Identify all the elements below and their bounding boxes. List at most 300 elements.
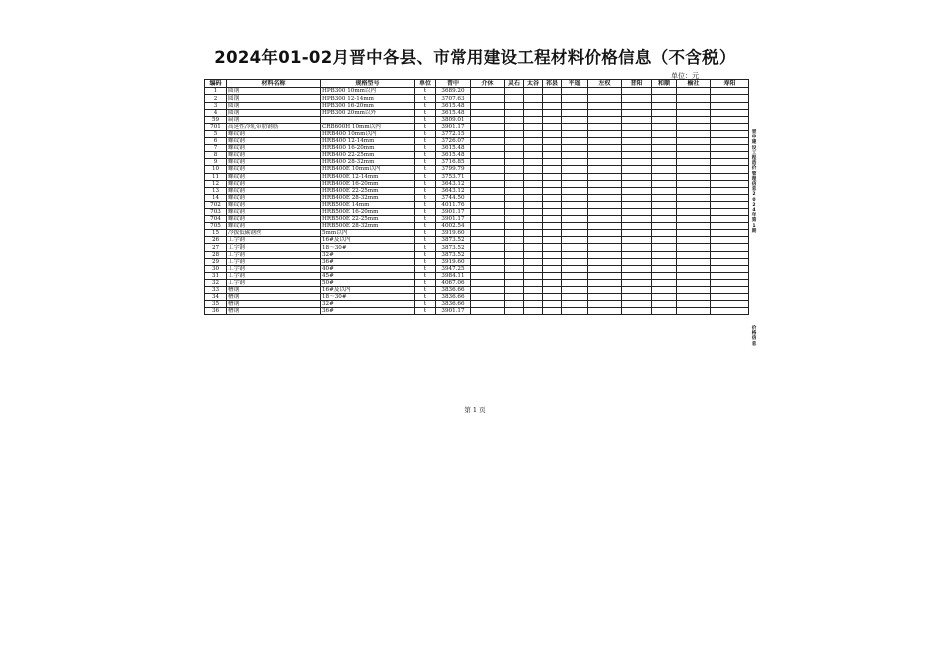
cell-empty [711, 272, 749, 279]
cell-empty [677, 287, 711, 294]
cell-empty [471, 294, 505, 301]
cell-empty [588, 152, 622, 159]
cell-empty [524, 301, 543, 308]
cell-code: 6 [205, 138, 227, 145]
cell-empty [677, 123, 711, 130]
cell-empty [652, 173, 677, 180]
cell-spec: 36# [321, 258, 415, 265]
table-row [205, 201, 749, 208]
cell-empty [471, 223, 505, 230]
table-row [205, 95, 749, 102]
cell-empty [505, 223, 524, 230]
cell-empty [471, 95, 505, 102]
column-header: 晋中 [436, 80, 471, 88]
cell-empty [543, 301, 562, 308]
cell-unit: t [415, 216, 436, 223]
cell-code: 702 [205, 201, 227, 208]
cell-empty [524, 166, 543, 173]
cell-empty [652, 216, 677, 223]
cell-empty [677, 145, 711, 152]
cell-empty [543, 244, 562, 251]
cell-empty [652, 95, 677, 102]
cell-empty [622, 166, 652, 173]
cell-empty [505, 102, 524, 109]
cell-code: 9 [205, 159, 227, 166]
cell-empty [562, 301, 588, 308]
cell-empty [505, 116, 524, 123]
cell-empty [543, 216, 562, 223]
cell-spec: 50# [321, 279, 415, 286]
cell-empty [524, 251, 543, 258]
cell-empty [524, 130, 543, 137]
cell-code: 15 [205, 230, 227, 237]
cell-code: 13 [205, 187, 227, 194]
cell-empty [505, 95, 524, 102]
cell-empty [543, 95, 562, 102]
cell-empty [652, 223, 677, 230]
column-header: 左权 [588, 80, 622, 88]
cell-empty [677, 95, 711, 102]
cell-empty [562, 130, 588, 137]
table-row [205, 152, 749, 159]
cell-empty [524, 237, 543, 244]
cell-empty [588, 116, 622, 123]
cell-empty [652, 159, 677, 166]
cell-unit: t [415, 208, 436, 215]
cell-empty [524, 116, 543, 123]
cell-code: 31 [205, 272, 227, 279]
column-header: 寿阳 [711, 80, 749, 88]
cell-name: 槽钢 [227, 301, 321, 308]
cell-empty [562, 95, 588, 102]
cell-empty [622, 237, 652, 244]
cell-empty [622, 152, 652, 159]
cell-price: 3615.48 [436, 109, 471, 116]
cell-empty [588, 123, 622, 130]
cell-empty [562, 251, 588, 258]
cell-empty [543, 145, 562, 152]
cell-empty [562, 187, 588, 194]
cell-empty [677, 187, 711, 194]
cell-price: 3744.50 [436, 194, 471, 201]
cell-empty [505, 308, 524, 315]
cell-empty [622, 258, 652, 265]
cell-empty [711, 230, 749, 237]
cell-empty [711, 102, 749, 109]
cell-spec: HPB300 16-20mm [321, 102, 415, 109]
cell-spec: HRB400 28-32mm [321, 159, 415, 166]
cell-spec: 16#及以内 [321, 287, 415, 294]
cell-empty [652, 258, 677, 265]
cell-empty [524, 279, 543, 286]
cell-empty [588, 145, 622, 152]
table-row [205, 208, 749, 215]
cell-spec: 36# [321, 308, 415, 315]
cell-empty [543, 272, 562, 279]
cell-empty [652, 102, 677, 109]
cell-empty [505, 138, 524, 145]
cell-empty [588, 251, 622, 258]
cell-unit: t [415, 109, 436, 116]
cell-empty [652, 194, 677, 201]
cell-empty [622, 208, 652, 215]
cell-name: 螺纹钢 [227, 138, 321, 145]
cell-empty [588, 194, 622, 201]
cell-empty [543, 237, 562, 244]
cell-price: 3873.52 [436, 244, 471, 251]
cell-empty [588, 244, 622, 251]
cell-empty [622, 145, 652, 152]
cell-code: 30 [205, 265, 227, 272]
cell-empty [543, 187, 562, 194]
cell-empty [622, 287, 652, 294]
cell-empty [505, 173, 524, 180]
cell-empty [677, 152, 711, 159]
cell-name: 螺纹钢 [227, 180, 321, 187]
cell-empty [471, 88, 505, 95]
cell-empty [505, 237, 524, 244]
cell-code: 1 [205, 88, 227, 95]
cell-empty [622, 194, 652, 201]
cell-empty [677, 244, 711, 251]
column-header: 介休 [471, 80, 505, 88]
cell-empty [588, 166, 622, 173]
cell-empty [622, 109, 652, 116]
cell-spec: HRB500E 22-25mm [321, 216, 415, 223]
cell-empty [677, 130, 711, 137]
cell-empty [677, 166, 711, 173]
cell-empty [471, 152, 505, 159]
cell-empty [622, 216, 652, 223]
cell-empty [524, 173, 543, 180]
cell-empty [588, 159, 622, 166]
column-header: 规格型号 [321, 80, 415, 88]
cell-spec: HRB500E 28-32mm [321, 223, 415, 230]
cell-code: 36 [205, 308, 227, 315]
cell-empty [588, 201, 622, 208]
cell-unit: t [415, 272, 436, 279]
cell-empty [524, 159, 543, 166]
cell-empty [588, 287, 622, 294]
cell-empty [588, 279, 622, 286]
cell-empty [711, 159, 749, 166]
cell-empty [711, 109, 749, 116]
cell-name: 工字钢 [227, 251, 321, 258]
cell-empty [562, 258, 588, 265]
cell-empty [562, 265, 588, 272]
cell-empty [677, 116, 711, 123]
cell-unit: t [415, 145, 436, 152]
cell-empty [677, 237, 711, 244]
cell-empty [588, 258, 622, 265]
cell-empty [562, 180, 588, 187]
table-row [205, 287, 749, 294]
cell-empty [471, 166, 505, 173]
column-header: 编码 [205, 80, 227, 88]
cell-code: 59 [205, 116, 227, 123]
cell-empty [562, 201, 588, 208]
cell-empty [524, 230, 543, 237]
cell-empty [471, 138, 505, 145]
cell-empty [652, 145, 677, 152]
cell-empty [677, 308, 711, 315]
cell-empty [505, 287, 524, 294]
cell-empty [543, 223, 562, 230]
cell-empty [711, 116, 749, 123]
cell-empty [524, 187, 543, 194]
cell-empty [711, 173, 749, 180]
cell-empty [711, 287, 749, 294]
cell-spec: HRB400E 22-25mm [321, 187, 415, 194]
side-caption-2: 价格信息 [751, 326, 757, 347]
cell-empty [677, 159, 711, 166]
cell-code: 10 [205, 166, 227, 173]
cell-name: 螺纹钢 [227, 166, 321, 173]
cell-unit: t [415, 258, 436, 265]
table-row [205, 265, 749, 272]
cell-empty [543, 258, 562, 265]
cell-empty [471, 208, 505, 215]
cell-empty [562, 223, 588, 230]
cell-empty [652, 279, 677, 286]
cell-empty [711, 130, 749, 137]
cell-name: 工字钢 [227, 265, 321, 272]
cell-spec: HRB500E 16-20mm [321, 208, 415, 215]
cell-name: 槽钢 [227, 287, 321, 294]
cell-empty [471, 187, 505, 194]
cell-empty [588, 109, 622, 116]
cell-empty [622, 123, 652, 130]
column-header: 和顺 [652, 80, 677, 88]
cell-code: 26 [205, 237, 227, 244]
cell-code: 14 [205, 194, 227, 201]
cell-code: 8 [205, 152, 227, 159]
cell-spec: 5mm以内 [321, 230, 415, 237]
cell-empty [652, 237, 677, 244]
cell-empty [652, 251, 677, 258]
cell-empty [524, 109, 543, 116]
cell-empty [588, 102, 622, 109]
cell-empty [471, 180, 505, 187]
cell-empty [711, 237, 749, 244]
cell-empty [562, 230, 588, 237]
cell-empty [711, 301, 749, 308]
cell-name: 冷拔低碳钢丝 [227, 230, 321, 237]
cell-empty [471, 109, 505, 116]
cell-empty [524, 102, 543, 109]
cell-empty [562, 237, 588, 244]
cell-empty [622, 159, 652, 166]
cell-empty [471, 237, 505, 244]
cell-unit: t [415, 251, 436, 258]
cell-empty [471, 279, 505, 286]
table-row [205, 123, 749, 130]
cell-empty [505, 294, 524, 301]
cell-empty [471, 159, 505, 166]
cell-empty [505, 194, 524, 201]
cell-spec [321, 116, 415, 123]
cell-price: 3643.12 [436, 180, 471, 187]
cell-empty [562, 308, 588, 315]
cell-empty [524, 308, 543, 315]
cell-empty [505, 272, 524, 279]
cell-empty [588, 272, 622, 279]
column-header: 材料名称 [227, 80, 321, 88]
cell-empty [524, 194, 543, 201]
cell-empty [711, 294, 749, 301]
cell-empty [652, 180, 677, 187]
cell-price: 3689.20 [436, 88, 471, 95]
cell-empty [677, 216, 711, 223]
cell-unit: t [415, 88, 436, 95]
cell-unit: t [415, 130, 436, 137]
table-row [205, 180, 749, 187]
cell-empty [524, 180, 543, 187]
cell-empty [677, 294, 711, 301]
table-row [205, 173, 749, 180]
cell-empty [562, 173, 588, 180]
cell-empty [505, 180, 524, 187]
cell-name: 扁钢 [227, 116, 321, 123]
cell-unit: t [415, 279, 436, 286]
cell-empty [652, 287, 677, 294]
cell-empty [711, 265, 749, 272]
cell-empty [677, 194, 711, 201]
cell-name: 圆钢 [227, 95, 321, 102]
cell-empty [543, 230, 562, 237]
cell-empty [677, 138, 711, 145]
cell-empty [652, 308, 677, 315]
cell-empty [505, 279, 524, 286]
cell-empty [588, 308, 622, 315]
cell-empty [562, 159, 588, 166]
cell-code: 703 [205, 208, 227, 215]
cell-empty [562, 116, 588, 123]
cell-price: 3726.07 [436, 138, 471, 145]
cell-empty [471, 102, 505, 109]
cell-empty [622, 95, 652, 102]
cell-empty [562, 279, 588, 286]
cell-empty [652, 272, 677, 279]
table-row [205, 308, 749, 315]
cell-name: 圆钢 [227, 102, 321, 109]
cell-empty [652, 244, 677, 251]
cell-empty [622, 244, 652, 251]
cell-empty [711, 95, 749, 102]
cell-price: 4002.54 [436, 223, 471, 230]
cell-empty [524, 201, 543, 208]
cell-price: 3716.85 [436, 159, 471, 166]
cell-unit: t [415, 265, 436, 272]
cell-empty [543, 173, 562, 180]
cell-empty [524, 265, 543, 272]
cell-unit: t [415, 102, 436, 109]
cell-empty [524, 244, 543, 251]
table-row [205, 88, 749, 95]
cell-empty [711, 88, 749, 95]
cell-empty [622, 294, 652, 301]
cell-code: 2 [205, 95, 227, 102]
table-row [205, 279, 749, 286]
cell-empty [588, 138, 622, 145]
cell-unit: t [415, 187, 436, 194]
cell-empty [543, 166, 562, 173]
cell-empty [471, 287, 505, 294]
table-row [205, 251, 749, 258]
cell-empty [562, 194, 588, 201]
cell-spec: 32# [321, 301, 415, 308]
cell-empty [505, 208, 524, 215]
cell-empty [677, 230, 711, 237]
cell-code: 32 [205, 279, 227, 286]
cell-name: 螺纹钢 [227, 194, 321, 201]
cell-empty [505, 159, 524, 166]
cell-spec: HRB400E 16-20mm [321, 180, 415, 187]
cell-empty [471, 123, 505, 130]
cell-code: 11 [205, 173, 227, 180]
cell-empty [543, 88, 562, 95]
cell-empty [588, 237, 622, 244]
cell-name: 螺纹钢 [227, 201, 321, 208]
cell-unit: t [415, 194, 436, 201]
cell-empty [543, 159, 562, 166]
cell-empty [543, 123, 562, 130]
cell-name: 螺纹钢 [227, 187, 321, 194]
cell-empty [652, 130, 677, 137]
cell-spec: HRB400E 28-32mm [321, 194, 415, 201]
cell-empty [711, 308, 749, 315]
cell-empty [677, 173, 711, 180]
cell-spec: HRB400E 10mm以内 [321, 166, 415, 173]
cell-name: 螺纹钢 [227, 173, 321, 180]
cell-empty [711, 194, 749, 201]
cell-empty [471, 173, 505, 180]
table-row [205, 244, 749, 251]
table-body [205, 88, 749, 315]
cell-empty [543, 194, 562, 201]
cell-empty [652, 116, 677, 123]
cell-name: 槽钢 [227, 294, 321, 301]
cell-empty [622, 301, 652, 308]
table-row [205, 187, 749, 194]
cell-empty [711, 223, 749, 230]
cell-price: 3919.60 [436, 258, 471, 265]
cell-name: 圆钢 [227, 109, 321, 116]
cell-empty [471, 194, 505, 201]
cell-empty [543, 201, 562, 208]
cell-price: 3615.48 [436, 152, 471, 159]
cell-empty [652, 230, 677, 237]
table-row [205, 272, 749, 279]
cell-empty [524, 145, 543, 152]
cell-empty [505, 216, 524, 223]
cell-price: 3615.48 [436, 145, 471, 152]
table-row [205, 258, 749, 265]
cell-code: 27 [205, 244, 227, 251]
cell-empty [524, 138, 543, 145]
cell-empty [524, 208, 543, 215]
column-header: 昔阳 [622, 80, 652, 88]
cell-unit: t [415, 159, 436, 166]
cell-empty [622, 102, 652, 109]
cell-empty [524, 272, 543, 279]
cell-unit: t [415, 95, 436, 102]
price-table [204, 79, 749, 315]
column-header: 平遥 [562, 80, 588, 88]
cell-empty [562, 294, 588, 301]
cell-empty [588, 173, 622, 180]
cell-empty [622, 279, 652, 286]
